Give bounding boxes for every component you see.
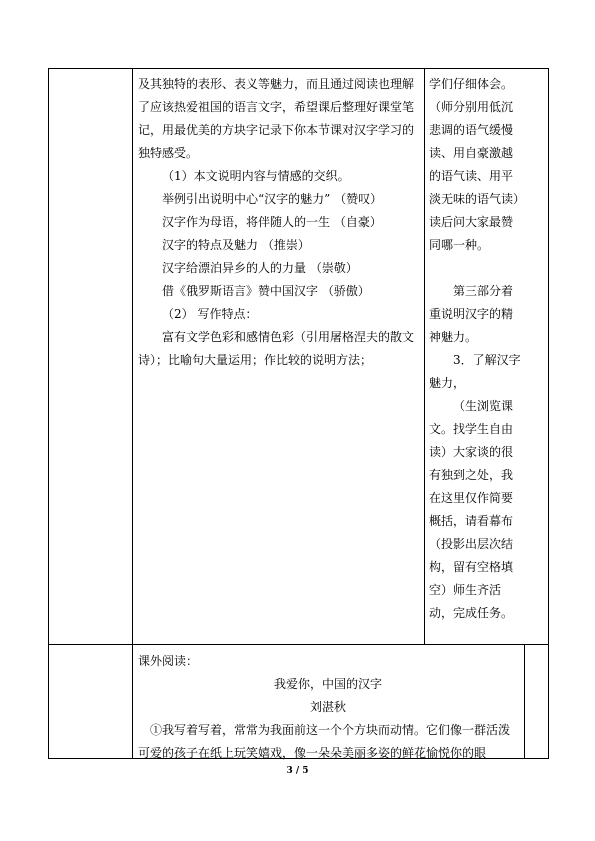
point1-item: 借《俄罗斯语言》赞中国汉字 （骄傲）: [162, 284, 370, 298]
point1-item: 汉字作为母语，将伴随人的一生 （自豪）: [162, 215, 382, 229]
table-column-divider-2: [424, 68, 425, 644]
summary-paragraph: 及其独特的表形、表义等魅力，而且通过阅读也理解了应该热爱祖国的语言文字，希望课后整理好课堂笔记，用最优美的方块字记录下你本节课对汉字学习的独特感受。: [138, 77, 415, 160]
article-title: 我爱你，中国的汉字: [273, 677, 382, 691]
point1-item: 汉字给漂泊异乡的人的力量 （崇敬）: [162, 261, 358, 275]
page-number: 3 / 5: [286, 766, 309, 776]
table-left-border: [48, 68, 49, 758]
side-note: （生浏览课文。找学生自由读）大家谈的很有独到之处，我在这里仅作简要概括，请看幕布（投影出层次结构，留有空格填空）师生齐活动，完成任务。: [429, 399, 514, 620]
extra-reading-label: 课外阅读：: [138, 654, 199, 668]
side-note: 学们仔细体会。: [429, 77, 514, 91]
table-column-divider-3: [524, 644, 525, 758]
point1-item: 汉字的特点及魅力 （推崇）: [162, 238, 310, 252]
side-notes-cell: [429, 73, 523, 625]
table-row-divider: [48, 644, 549, 645]
point1-header: （1）本文说明内容与情感的交织。: [162, 169, 350, 183]
side-note: （师分别用低沉悲调的语气缓慢读、用自豪激越的语气读、用平淡无味的语气读）读后问大家最赞同哪一种。: [429, 100, 520, 252]
article-author: 刘湛秋: [309, 700, 346, 714]
point2-text: 富有文学色彩和感情色彩（引用屠格涅夫的散文诗）；比喻句大量运用；作比较的说明方法；: [138, 330, 415, 367]
point2-header: （2） 写作特点：: [162, 307, 258, 321]
point1-item: 举例引出说明中心“汉字的魅力” （赞叹）: [162, 192, 383, 206]
table-top-border: [48, 68, 549, 69]
main-content-cell: [138, 73, 419, 372]
side-note: 第三部分着重说明汉字的精神魅力。: [429, 284, 514, 344]
table-right-border: [548, 68, 549, 758]
table-column-divider-1: [132, 68, 133, 758]
side-note-title: 3．了解汉字魅力，: [429, 353, 521, 390]
article-paragraph: ①我写着写着，常常为我面前这一个个方块而动情。它们像一群活泼可爱的孩子在纸上玩笑嬉戏，像一朵朵美丽多姿的鲜花愉悦你的眼: [138, 723, 511, 760]
extra-reading-cell: [138, 650, 518, 765]
